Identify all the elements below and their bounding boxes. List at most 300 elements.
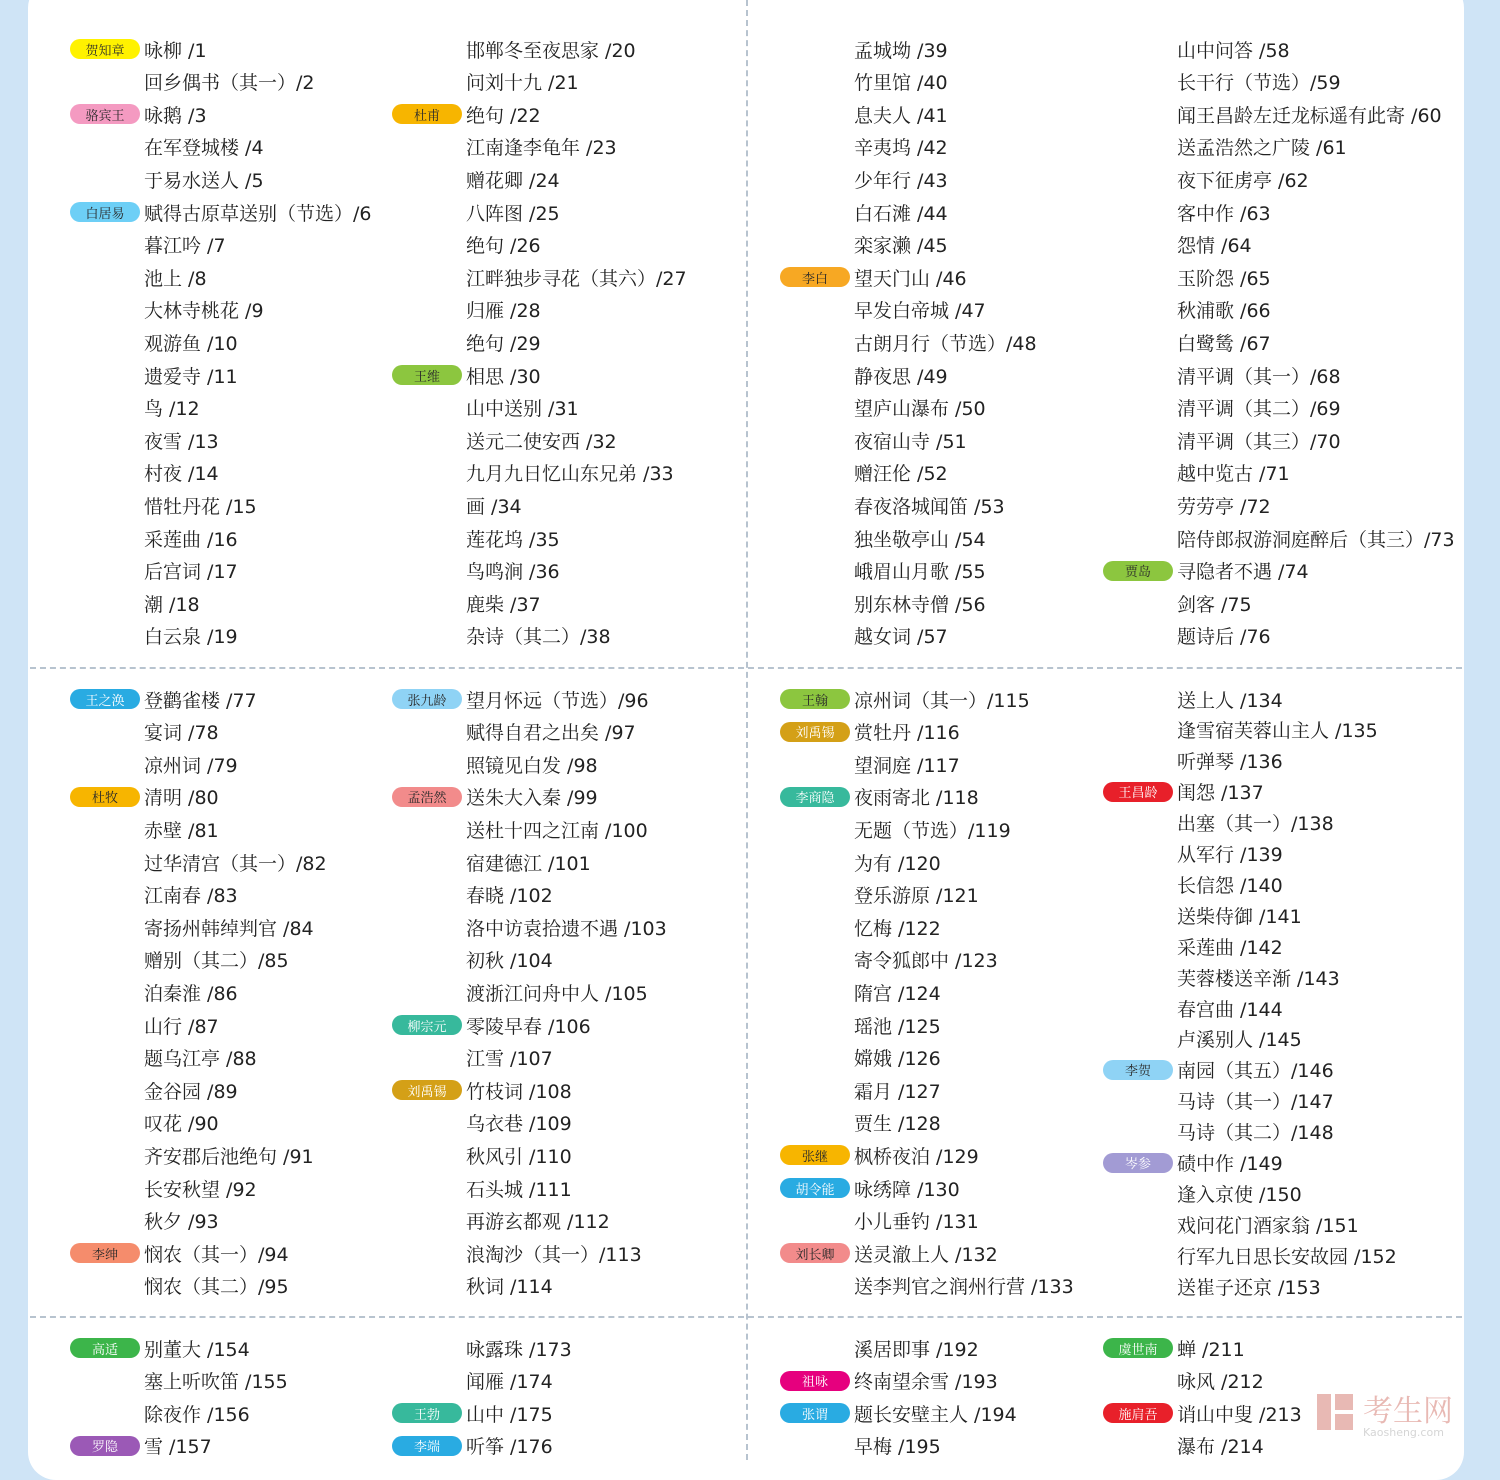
toc-entry xyxy=(392,683,649,715)
author-tag-spacer xyxy=(780,235,850,255)
poem-title: 暮江吟 /7 xyxy=(144,235,226,258)
poem-title: 静夜思 /49 xyxy=(854,365,948,388)
toc-entry xyxy=(392,620,611,652)
author-tag-spacer xyxy=(70,1080,140,1100)
author-tag-spacer xyxy=(780,885,850,905)
author-tag-spacer xyxy=(392,495,462,515)
poem-title: 诮山中叟 /213 xyxy=(1177,1403,1302,1426)
poem-title: 早发白帝城 /47 xyxy=(854,300,986,323)
author-tag: 张谓 xyxy=(780,1403,850,1423)
toc-entry xyxy=(1103,163,1309,195)
toc-entry xyxy=(1103,807,1334,839)
author-tag-spacer xyxy=(1103,1214,1173,1234)
author-tag-spacer xyxy=(780,1015,850,1035)
author-tag-spacer xyxy=(392,1243,462,1263)
author-tag-spacer xyxy=(1103,593,1173,613)
toc-entry xyxy=(780,879,979,911)
author-tag: 张继 xyxy=(780,1145,850,1165)
author-tag-spacer xyxy=(780,430,850,450)
poem-title: 江雪 /107 xyxy=(466,1048,553,1071)
author-tag-spacer xyxy=(392,202,462,222)
toc-entry xyxy=(780,1397,1017,1429)
poem-title: 池上 /8 xyxy=(144,267,207,290)
poem-title: 送孟浩然之广陵 /61 xyxy=(1177,137,1347,160)
poem-title: 隋宫 /124 xyxy=(854,982,941,1005)
poem-title: 息夫人 /41 xyxy=(854,104,948,127)
toc-entry xyxy=(1103,587,1252,619)
poem-title: 为有 /120 xyxy=(854,852,941,875)
author-tag-spacer xyxy=(70,561,140,581)
poem-title: 竹枝词 /108 xyxy=(466,1080,572,1103)
author-tag-spacer xyxy=(70,430,140,450)
toc-entry xyxy=(70,294,264,326)
toc-entry xyxy=(780,66,948,98)
toc-entry xyxy=(70,1205,219,1237)
author-tag-spacer xyxy=(392,39,462,59)
poem-title: 照镜见白发 /98 xyxy=(466,754,598,777)
author-tag-spacer xyxy=(1103,528,1173,548)
poem-title: 枫桥夜泊 /129 xyxy=(854,1145,979,1168)
toc-entry xyxy=(70,620,238,652)
author-tag-spacer xyxy=(1103,689,1173,709)
toc-entry xyxy=(392,813,648,845)
author-tag-spacer xyxy=(392,1178,462,1198)
poem-title: 寄扬州韩绰判官 /84 xyxy=(144,917,314,940)
toc-entry xyxy=(1103,392,1341,424)
toc-entry xyxy=(1103,1147,1283,1179)
author-tag: 李贺 xyxy=(1103,1060,1173,1080)
toc-entry xyxy=(392,392,579,424)
toc-entry xyxy=(70,392,200,424)
author-tag-spacer xyxy=(392,1113,462,1133)
toc-entry xyxy=(70,1139,314,1171)
poem-title: 过华清宫（其一）/82 xyxy=(144,852,327,875)
author-tag-spacer xyxy=(392,72,462,92)
toc-entry xyxy=(70,196,372,228)
poem-title: 乌衣巷 /109 xyxy=(466,1113,572,1136)
author-tag: 王勃 xyxy=(392,1403,462,1423)
toc-entry xyxy=(780,1172,960,1204)
poem-title: 夜下征虏亭 /62 xyxy=(1177,169,1309,192)
toc-entry xyxy=(1103,229,1252,261)
poem-title: 大林寺桃花 /9 xyxy=(144,300,264,323)
toc-entry xyxy=(1103,992,1283,1024)
poem-title: 咏露珠 /173 xyxy=(466,1338,572,1361)
author-tag-spacer xyxy=(1103,267,1173,287)
author-tag: 张九龄 xyxy=(392,689,462,709)
poem-title: 莲花坞 /35 xyxy=(466,528,560,551)
author-tag-spacer xyxy=(70,1371,140,1391)
poem-title: 送元二使安西 /32 xyxy=(466,430,617,453)
author-tag-spacer xyxy=(70,235,140,255)
toc-entry xyxy=(780,944,998,976)
poem-title: 瑶池 /125 xyxy=(854,1015,941,1038)
toc-entry xyxy=(392,163,560,195)
author-tag-spacer xyxy=(392,1048,462,1068)
toc-entry xyxy=(70,1009,219,1041)
toc-entry xyxy=(392,748,598,780)
poem-title: 长安秋望 /92 xyxy=(144,1178,257,1201)
poem-title: 于易水送人 /5 xyxy=(144,169,264,192)
poem-title: 秋浦歌 /66 xyxy=(1177,300,1271,323)
toc-entry xyxy=(70,98,207,130)
author-tag: 刘禹锡 xyxy=(392,1080,462,1100)
author-tag-spacer xyxy=(780,365,850,385)
author-tag-spacer xyxy=(1103,495,1173,515)
toc-entry xyxy=(392,1365,553,1397)
toc-entry xyxy=(70,587,200,619)
poem-title: 终南望余雪 /193 xyxy=(854,1371,998,1394)
poem-title: 叹花 /90 xyxy=(144,1113,219,1136)
poem-title: 归雁 /28 xyxy=(466,300,541,323)
author-tag-spacer xyxy=(1103,72,1173,92)
poem-title: 别董大 /154 xyxy=(144,1338,250,1361)
toc-entry xyxy=(1103,98,1442,130)
author-tag-spacer xyxy=(780,300,850,320)
poem-title: 山中送别 /31 xyxy=(466,398,579,421)
toc-entry xyxy=(392,326,541,358)
toc-entry xyxy=(70,457,219,489)
poem-title: 在军登城楼 /4 xyxy=(144,137,264,160)
toc-entry xyxy=(780,1237,998,1269)
poem-title: 少年行 /43 xyxy=(854,169,948,192)
author-tag-spacer xyxy=(780,950,850,970)
poem-title: 贾生 /128 xyxy=(854,1113,941,1136)
toc-entry xyxy=(70,1270,289,1302)
toc-entry xyxy=(780,326,1037,358)
author-tag-spacer xyxy=(780,1276,850,1296)
author-tag-spacer xyxy=(1103,720,1173,740)
toc-entry xyxy=(780,1365,998,1397)
poem-title: 怨情 /64 xyxy=(1177,235,1252,258)
author-tag-spacer xyxy=(70,593,140,613)
toc-entry xyxy=(1103,1116,1334,1148)
toc-entry xyxy=(70,522,238,554)
toc-entry xyxy=(392,1270,553,1302)
toc-entry xyxy=(70,1237,289,1269)
author-tag: 贺知章 xyxy=(70,39,140,59)
author-tag-spacer xyxy=(70,495,140,515)
author-tag-spacer xyxy=(392,722,462,742)
watermark xyxy=(1315,1392,1453,1439)
author-tag-spacer xyxy=(780,39,850,59)
toc-entry xyxy=(780,846,941,878)
author-tag-spacer xyxy=(392,917,462,937)
toc-entry xyxy=(70,1397,250,1429)
section-divider xyxy=(30,667,1462,669)
poem-title: 鸟鸣涧 /36 xyxy=(466,561,560,584)
toc-entry xyxy=(392,522,560,554)
author-tag: 王翰 xyxy=(780,689,850,709)
poem-title: 出塞（其一）/138 xyxy=(1177,813,1334,836)
toc-entry xyxy=(780,294,986,326)
poem-title: 芙蓉楼送辛渐 /143 xyxy=(1177,967,1340,990)
toc-entry xyxy=(392,781,598,813)
toc-entry xyxy=(70,748,238,780)
poem-title: 题诗后 /76 xyxy=(1177,626,1271,649)
author-tag-spacer xyxy=(1103,463,1173,483)
poem-title: 鹿柴 /37 xyxy=(466,593,541,616)
poem-title: 登乐游原 /121 xyxy=(854,885,979,908)
author-tag-spacer xyxy=(70,626,140,646)
author-tag-spacer xyxy=(780,104,850,124)
poem-title: 相思 /30 xyxy=(466,365,541,388)
poem-title: 闻雁 /174 xyxy=(466,1371,553,1394)
toc-entry xyxy=(70,1074,238,1106)
poem-title: 马诗（其一）/147 xyxy=(1177,1091,1334,1114)
poem-title: 江南春 /83 xyxy=(144,885,238,908)
toc-entry xyxy=(392,1237,642,1269)
poem-title: 赋得自君之出矣 /97 xyxy=(466,722,636,745)
poem-title: 逢入京使 /150 xyxy=(1177,1183,1302,1206)
toc-entry xyxy=(780,1042,941,1074)
toc-entry xyxy=(392,1139,572,1171)
poem-title: 宿建德江 /101 xyxy=(466,852,591,875)
toc-entry xyxy=(1103,868,1283,900)
author-tag-spacer xyxy=(392,169,462,189)
author-tag-spacer xyxy=(70,885,140,905)
author-tag-spacer xyxy=(780,917,850,937)
author-tag-spacer xyxy=(392,267,462,287)
author-tag-spacer xyxy=(1103,1183,1173,1203)
poem-title: 望庐山瀑布 /50 xyxy=(854,398,986,421)
poem-title: 遗爱寺 /11 xyxy=(144,365,238,388)
poem-title: 咏绣障 /130 xyxy=(854,1178,960,1201)
author-tag: 白居易 xyxy=(70,202,140,222)
author-tag-spacer xyxy=(1103,844,1173,864)
poem-title: 小儿垂钓 /131 xyxy=(854,1211,979,1234)
author-tag-spacer xyxy=(392,1338,462,1358)
author-tag-spacer xyxy=(70,1403,140,1423)
author-tag-spacer xyxy=(780,626,850,646)
author-tag-spacer xyxy=(392,398,462,418)
toc-entry xyxy=(780,392,986,424)
poem-title: 村夜 /14 xyxy=(144,463,219,486)
poem-title: 再游玄都观 /112 xyxy=(466,1211,610,1234)
poem-title: 浪淘沙（其一）/113 xyxy=(466,1243,642,1266)
toc-entry xyxy=(780,555,986,587)
toc-entry xyxy=(780,196,948,228)
toc-entry xyxy=(780,911,941,943)
poem-title: 九月九日忆山东兄弟 /33 xyxy=(466,463,674,486)
author-tag-spacer xyxy=(392,626,462,646)
toc-entry xyxy=(780,229,948,261)
author-tag-spacer xyxy=(392,332,462,352)
poem-title: 长信怨 /140 xyxy=(1177,874,1283,897)
toc-entry xyxy=(392,33,636,65)
author-tag-spacer xyxy=(70,1276,140,1296)
poem-title: 清明 /80 xyxy=(144,787,219,810)
author-tag-spacer xyxy=(70,754,140,774)
poem-title: 鸟 /12 xyxy=(144,398,200,421)
toc-entry xyxy=(1103,776,1264,808)
author-tag-spacer xyxy=(780,1436,850,1456)
toc-entry xyxy=(70,163,264,195)
author-tag-spacer xyxy=(1103,936,1173,956)
author-tag-spacer xyxy=(392,463,462,483)
poem-title: 塞上听吹笛 /155 xyxy=(144,1371,288,1394)
poem-title: 夜宿山寺 /51 xyxy=(854,430,967,453)
author-tag-spacer xyxy=(780,332,850,352)
toc-entry xyxy=(1103,1239,1397,1271)
poem-title: 春晓 /102 xyxy=(466,885,553,908)
toc-entry xyxy=(1103,961,1340,993)
author-tag-spacer xyxy=(780,528,850,548)
toc-entry xyxy=(392,846,591,878)
author-tag-spacer xyxy=(780,852,850,872)
poem-title: 题乌江亭 /88 xyxy=(144,1048,257,1071)
author-tag: 施肩吾 xyxy=(1103,1403,1173,1423)
toc-entry xyxy=(392,1009,591,1041)
author-tag-spacer xyxy=(70,267,140,287)
poem-title: 泊秦淮 /86 xyxy=(144,982,238,1005)
toc-entry xyxy=(70,716,219,748)
toc-entry xyxy=(780,976,941,1008)
toc-entry xyxy=(392,294,541,326)
poem-title: 金谷园 /89 xyxy=(144,1080,238,1103)
poem-title: 杂诗（其二）/38 xyxy=(466,626,611,649)
poem-title: 采莲曲 /142 xyxy=(1177,936,1283,959)
poem-title: 潮 /18 xyxy=(144,593,200,616)
toc-entry xyxy=(780,813,1011,845)
author-tag-spacer xyxy=(70,463,140,483)
author-tag-spacer xyxy=(780,137,850,157)
toc-entry xyxy=(1103,1023,1302,1055)
poem-title: 除夜作 /156 xyxy=(144,1403,250,1426)
toc-entry xyxy=(392,1042,553,1074)
author-tag: 王之涣 xyxy=(70,689,140,709)
poem-title: 送崔子还京 /153 xyxy=(1177,1276,1321,1299)
poem-title: 闺怨 /137 xyxy=(1177,782,1264,805)
poem-title: 嫦娥 /126 xyxy=(854,1048,941,1071)
toc-entry xyxy=(1103,196,1271,228)
author-tag-spacer xyxy=(780,1080,850,1100)
toc-entry xyxy=(392,359,541,391)
toc-entry xyxy=(392,1107,572,1139)
author-tag-spacer xyxy=(1103,998,1173,1018)
section-divider xyxy=(30,1316,1462,1318)
author-tag-spacer xyxy=(1103,300,1173,320)
poem-title: 南园（其五）/146 xyxy=(1177,1060,1334,1083)
author-tag-spacer xyxy=(780,495,850,515)
author-tag-spacer xyxy=(780,398,850,418)
toc-entry xyxy=(70,911,314,943)
author-tag-spacer xyxy=(1103,1122,1173,1142)
author-tag-spacer xyxy=(780,1211,850,1231)
toc-entry xyxy=(780,1332,979,1364)
toc-entry xyxy=(392,196,560,228)
author-tag-spacer xyxy=(1103,104,1173,124)
poem-title: 长干行（节选）/59 xyxy=(1177,72,1341,95)
poem-title: 赤壁 /81 xyxy=(144,819,219,842)
author-tag-spacer xyxy=(392,235,462,255)
poem-title: 无题（节选）/119 xyxy=(854,819,1011,842)
toc-entry xyxy=(392,879,553,911)
toc-entry xyxy=(70,1042,257,1074)
author-tag: 王维 xyxy=(392,365,462,385)
toc-entry xyxy=(1103,1085,1334,1117)
author-tag-spacer xyxy=(1103,202,1173,222)
poem-title: 题长安壁主人 /194 xyxy=(854,1403,1017,1426)
author-tag-spacer xyxy=(780,819,850,839)
toc-entry xyxy=(70,781,219,813)
toc-entry xyxy=(780,359,948,391)
poem-title: 春宫曲 /144 xyxy=(1177,998,1283,1021)
author-tag: 杜甫 xyxy=(392,104,462,124)
toc-entry xyxy=(70,424,219,456)
author-tag-spacer xyxy=(1103,365,1173,385)
poem-title: 宴词 /78 xyxy=(144,722,219,745)
toc-entry xyxy=(392,489,522,521)
poem-title: 闻王昌龄左迁龙标遥有此寄 /60 xyxy=(1177,104,1442,127)
toc-entry xyxy=(780,748,960,780)
poem-title: 绝句 /22 xyxy=(466,104,541,127)
poem-title: 独坐敬亭山 /54 xyxy=(854,528,986,551)
author-tag-spacer xyxy=(392,430,462,450)
poem-title: 石头城 /111 xyxy=(466,1178,572,1201)
author-tag: 贾岛 xyxy=(1103,561,1173,581)
poem-title: 清平调（其二）/69 xyxy=(1177,398,1341,421)
author-tag: 高适 xyxy=(70,1338,140,1358)
author-tag-spacer xyxy=(1103,169,1173,189)
author-tag-spacer xyxy=(1103,39,1173,59)
author-tag-spacer xyxy=(392,754,462,774)
author-tag-spacer xyxy=(1103,626,1173,646)
toc-entry xyxy=(1103,620,1271,652)
poem-title: 初秋 /104 xyxy=(466,950,553,973)
poem-title: 望洞庭 /117 xyxy=(854,754,960,777)
poem-title: 送上人 /134 xyxy=(1177,689,1283,712)
author-tag-spacer xyxy=(1103,1276,1173,1296)
poem-title: 辛夷坞 /42 xyxy=(854,137,948,160)
author-tag-spacer xyxy=(392,561,462,581)
toc-entry xyxy=(1103,326,1271,358)
poem-title: 陪侍郎叔游洞庭醉后（其三）/73 xyxy=(1177,528,1455,551)
author-tag-spacer xyxy=(70,398,140,418)
toc-entry xyxy=(70,489,257,521)
poem-title: 碛中作 /149 xyxy=(1177,1153,1283,1175)
toc-entry xyxy=(70,359,238,391)
author-tag-spacer xyxy=(392,950,462,970)
author-tag: 虞世南 xyxy=(1103,1338,1173,1358)
author-tag: 李端 xyxy=(392,1436,462,1456)
toc-entry xyxy=(1103,1208,1359,1240)
poem-title: 越中览古 /71 xyxy=(1177,463,1290,486)
poem-title: 悯农（其一）/94 xyxy=(144,1243,289,1266)
poem-title: 寻隐者不遇 /74 xyxy=(1177,561,1309,584)
poem-title: 绝句 /29 xyxy=(466,332,541,355)
poem-title: 回乡偶书（其一）/2 xyxy=(144,72,315,95)
toc-entry xyxy=(1103,131,1347,163)
toc-entry xyxy=(1103,1397,1302,1429)
poem-title: 送柴侍御 /141 xyxy=(1177,905,1302,928)
poem-title: 竹里馆 /40 xyxy=(854,72,948,95)
author-tag-spacer xyxy=(70,1178,140,1198)
toc-entry xyxy=(70,846,327,878)
author-tag: 胡令能 xyxy=(780,1178,850,1198)
poem-title: 登鹳雀楼 /77 xyxy=(144,689,257,712)
poem-title: 客中作 /63 xyxy=(1177,202,1271,225)
toc-entry xyxy=(70,261,207,293)
toc-entry xyxy=(1103,838,1283,870)
toc-entry xyxy=(70,1172,257,1204)
author-tag-spacer xyxy=(70,528,140,548)
author-tag-spacer xyxy=(392,819,462,839)
toc-entry xyxy=(392,976,648,1008)
author-tag-spacer xyxy=(780,561,850,581)
toc-entry xyxy=(70,326,238,358)
toc-entry xyxy=(70,131,264,163)
